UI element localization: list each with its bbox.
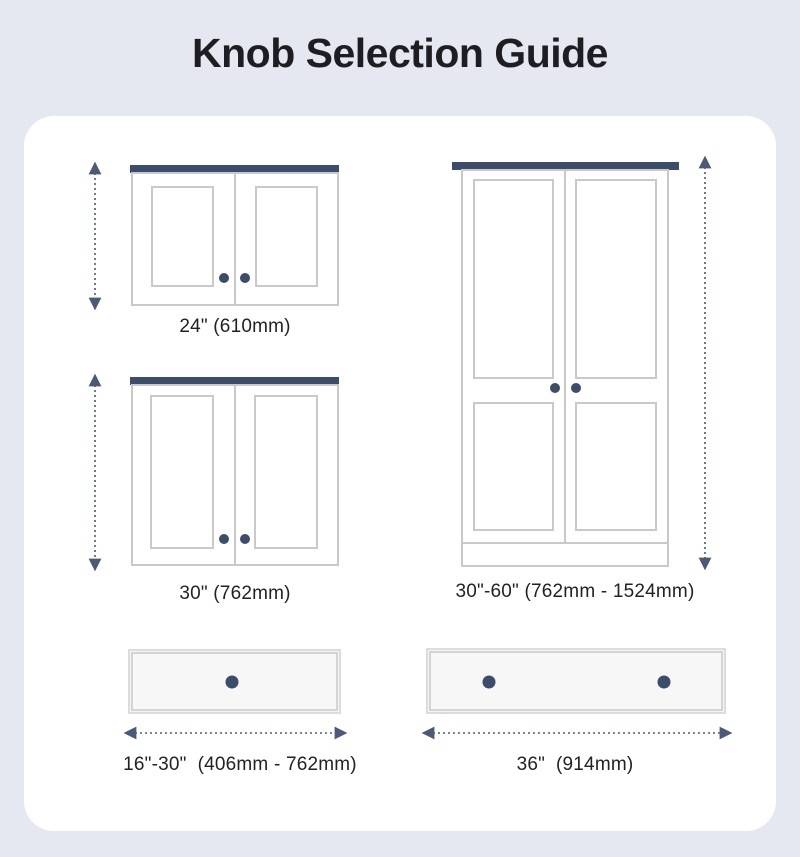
knob [219, 273, 229, 283]
knob [240, 534, 250, 544]
caption-30-60in: 30"-60" (762mm - 1524mm) [455, 581, 695, 602]
cabinet-top-bar [130, 377, 339, 385]
knob [571, 383, 581, 393]
knob [240, 273, 250, 283]
knob [483, 676, 496, 689]
page-title: Knob Selection Guide [192, 30, 608, 76]
drawer-front [430, 652, 722, 710]
knob [226, 676, 239, 689]
knob [219, 534, 229, 544]
cabinet-tall [452, 162, 705, 566]
knob [550, 383, 560, 393]
cabinet-door-right [235, 385, 338, 565]
cabinet-24in [95, 165, 339, 305]
caption-16-30in: 16"-30" (406mm - 762mm) [123, 754, 357, 775]
cabinet-30in [95, 377, 339, 565]
caption-36in: 36" (914mm) [516, 754, 634, 775]
cabinet-top-bar [452, 162, 679, 170]
cabinet-top-bar [130, 165, 339, 173]
drawer-small [129, 650, 341, 733]
knob [658, 676, 671, 689]
drawer-wide [427, 649, 726, 733]
caption-24in: 24" (610mm) [179, 316, 291, 337]
caption-30in: 30" (762mm) [179, 583, 291, 604]
